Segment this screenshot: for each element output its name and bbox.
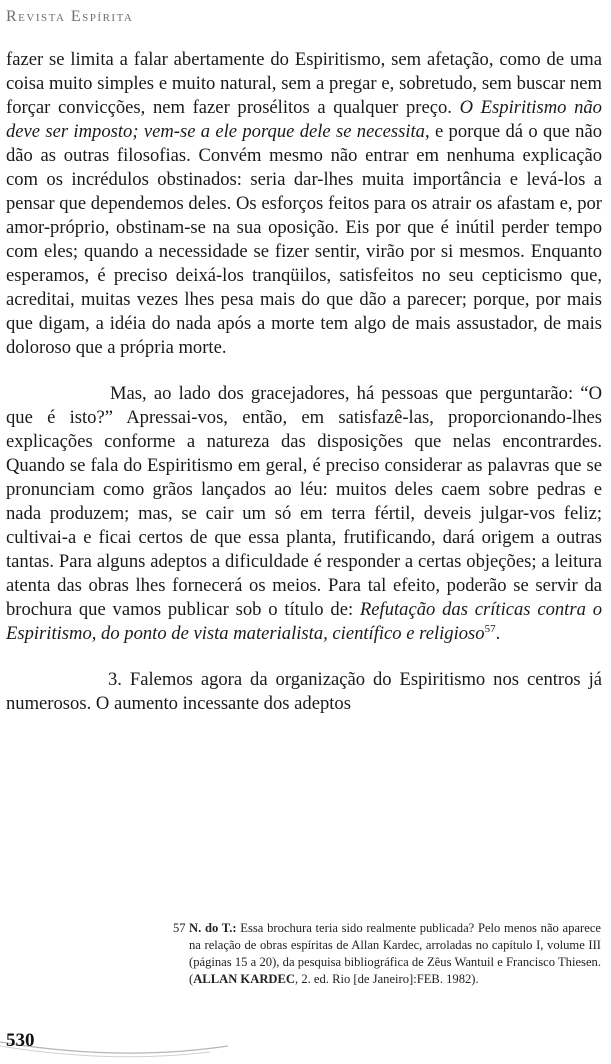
footnote-label: N. do T.:	[189, 921, 237, 935]
paragraph-2-italic: Refutação das críticas contra o Espiritismo, do ponto de vista materialista, científico e religioso	[6, 599, 602, 644]
paragraph-2-text-b: .	[495, 623, 501, 644]
footnote-text-a: Essa brochura teria sido realmente publicada? Pelo menos não aparece na relação de obras espíritas de Allan Kardec, arroladas no capítulo I, volume III (páginas 15 a 20), da pesquisa bibliográfica de Zêus Wantuil e Francisco Thiesen. (	[189, 921, 601, 986]
footnote-body	[189, 920, 601, 988]
page-number: 530	[6, 1030, 35, 1051]
page-body	[6, 48, 602, 716]
page-curve-decoration	[0, 1036, 230, 1064]
footnote-text-b: , 2. ed. Rio [de Janeiro]:FEB. 1982).	[295, 972, 479, 986]
paragraph-1	[6, 48, 602, 360]
paragraph-2	[6, 382, 602, 646]
paragraph-2-text-a: Mas, ao lado dos gracejadores, há pessoas que perguntarão: “O que é isto?” Apressai-vos, então, em satisfazê-las, proporcionando-lhes explicações conforme a natureza das disposições que nelas encontrardes. Quando se fala do Espiritismo em geral, é preciso considerar as palavras que se pronunciam como grãos lançados ao léu: muitos deles caem sobre pedras e nada produzem; mas, se cair um só em terra fértil, deveis julgar-vos feliz; cultivai-a e ficai certos de que essa planta, frutificando, dará origem a outras tantas. Para alguns adeptos a dificuldade é responder a certas objeções; a leitura atenta das obras lhes fornecerá os meios. Para tal efeito, poderão se servir da brochura que vamos publicar sob o título de:	[6, 383, 602, 620]
paragraph-3: 3. Falemos agora da organização do Espiritismo nos centros já numerosos. O aumento incessante dos adeptos	[6, 669, 602, 714]
paragraph-1-italic: O Espiritismo não deve ser imposto; vem-se a ele porque dele se necessita	[6, 97, 602, 142]
footnote-ref[interactable]: 57	[484, 622, 496, 635]
footnote-number: 57	[173, 921, 186, 935]
paragraph-1-text-b: , e porque dá o que não dão as outras filosofias. Convém mesmo não entrar em nenhuma explicação com os incrédulos obstinados: seria dar-lhes muita importância e levá-los a pensar que dependemos deles. Os esforços feitos para os atrair os afastam e, por amor-próprio, obstinam-se na sua oposição. Eis por que é inútil perder tempo com eles; quando a necessidade se fizer sentir, virão por si mesmos. Enquanto esperamos, é preciso deixá-los tranqüilos, satisfeitos no seu cepticismo que, acreditai, muitas vezes lhes pesa mais do que dão a parecer; porque, por mais que digam, a idéia do nada após a morte tem algo de mais assustador, de mais doloroso que a própria morte.	[6, 121, 602, 358]
running-head: Revista Espírita	[6, 8, 134, 25]
footnote-author: ALLAN KARDEC	[193, 972, 296, 986]
paragraph-1-text-a: fazer se limita a falar abertamente do Espiritismo, sem afetação, como de uma coisa muito simples e muito natural, sem a pregar e, sobretudo, sem buscar nem forçar convicções, nem fazer prosélitos a qualquer preço.	[6, 49, 602, 118]
footnote	[173, 920, 601, 988]
